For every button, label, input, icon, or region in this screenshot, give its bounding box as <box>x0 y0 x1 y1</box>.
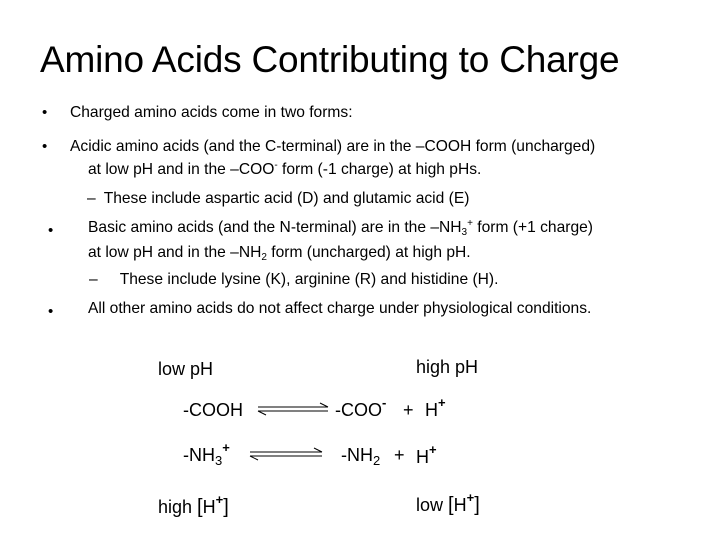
coo-charge-sup: - <box>274 160 278 171</box>
bullet-1-text: Charged amino acids come in two forms: <box>70 104 353 121</box>
proton-2-h: H <box>416 447 429 467</box>
nh3-text: -NH <box>183 445 215 465</box>
low-ph-label: low pH <box>158 359 214 379</box>
low-word: low <box>416 495 444 515</box>
sub-bullet-basic-text: These include lysine (K), arginine (R) and histidine (H). <box>119 271 499 288</box>
bracket-open: [ <box>448 494 454 516</box>
bullet-3-line-2-b: form (uncharged) at high pH. <box>266 244 471 261</box>
nh3-sub: 3 <box>215 453 223 468</box>
nh3-charge-sup: + <box>467 218 473 229</box>
bracket-close: ] <box>223 496 229 518</box>
bracket-open: [ <box>197 496 203 518</box>
sub-bullet-acidic-text: These include aspartic acid (D) and glutamic acid (E) <box>103 190 470 207</box>
bullet-3-line-1-a: Basic amino acids (and the N-terminal) are in the –NH <box>88 219 462 236</box>
high-word: high <box>158 497 193 517</box>
bullet-3-line-1-b: form (+1 charge) <box>472 219 593 236</box>
bullet-marker: • <box>48 303 54 320</box>
nh2-text: -NH <box>341 445 373 465</box>
slide-title: Amino Acids Contributing to Charge <box>40 39 620 80</box>
bullet-4-text: All other amino acids do not affect charge under physiological conditions. <box>88 300 592 317</box>
bullet-3-line-2-a: at low pH and in the –NH <box>88 244 262 261</box>
coo-text: -COO <box>335 400 382 420</box>
cooh-equilibrium-arrow <box>258 403 328 415</box>
bullet-marker: • <box>42 138 48 155</box>
bullet-marker: • <box>48 222 54 239</box>
bullet-2-line-2-a: at low pH and in the –COO <box>88 161 275 178</box>
nh3-subscript: 3 <box>461 227 468 238</box>
proton-charge: + <box>438 395 446 410</box>
bracket-close: ] <box>474 494 480 516</box>
nh3-equilibrium-arrow <box>250 448 322 460</box>
proton-h: H <box>425 400 438 420</box>
plus-sign-2: + <box>394 445 405 465</box>
sub-bullet-dash: – <box>89 271 98 288</box>
bullet-2-line-2-b: form (-1 charge) at high pHs. <box>277 161 482 178</box>
coo-charge: - <box>382 395 387 410</box>
high-h: H <box>202 497 216 517</box>
sub-bullet-dash: – <box>87 190 96 207</box>
proton-2-charge: + <box>429 442 437 457</box>
nh2-sub: 2 <box>373 453 381 468</box>
bullet-marker: • <box>42 104 48 121</box>
high-ph-label: high pH <box>416 357 479 377</box>
nh2-subscript: 2 <box>261 252 267 263</box>
low-h: H <box>453 495 467 515</box>
high-h-charge: + <box>215 492 224 507</box>
low-h-charge: + <box>466 490 475 505</box>
nh3-charge: + <box>222 440 230 455</box>
bullet-2-line-1: Acidic amino acids (and the C-terminal) are in the –COOH form (uncharged) <box>70 138 596 155</box>
cooh-group: -COOH <box>183 400 243 420</box>
plus-sign: + <box>403 400 414 420</box>
